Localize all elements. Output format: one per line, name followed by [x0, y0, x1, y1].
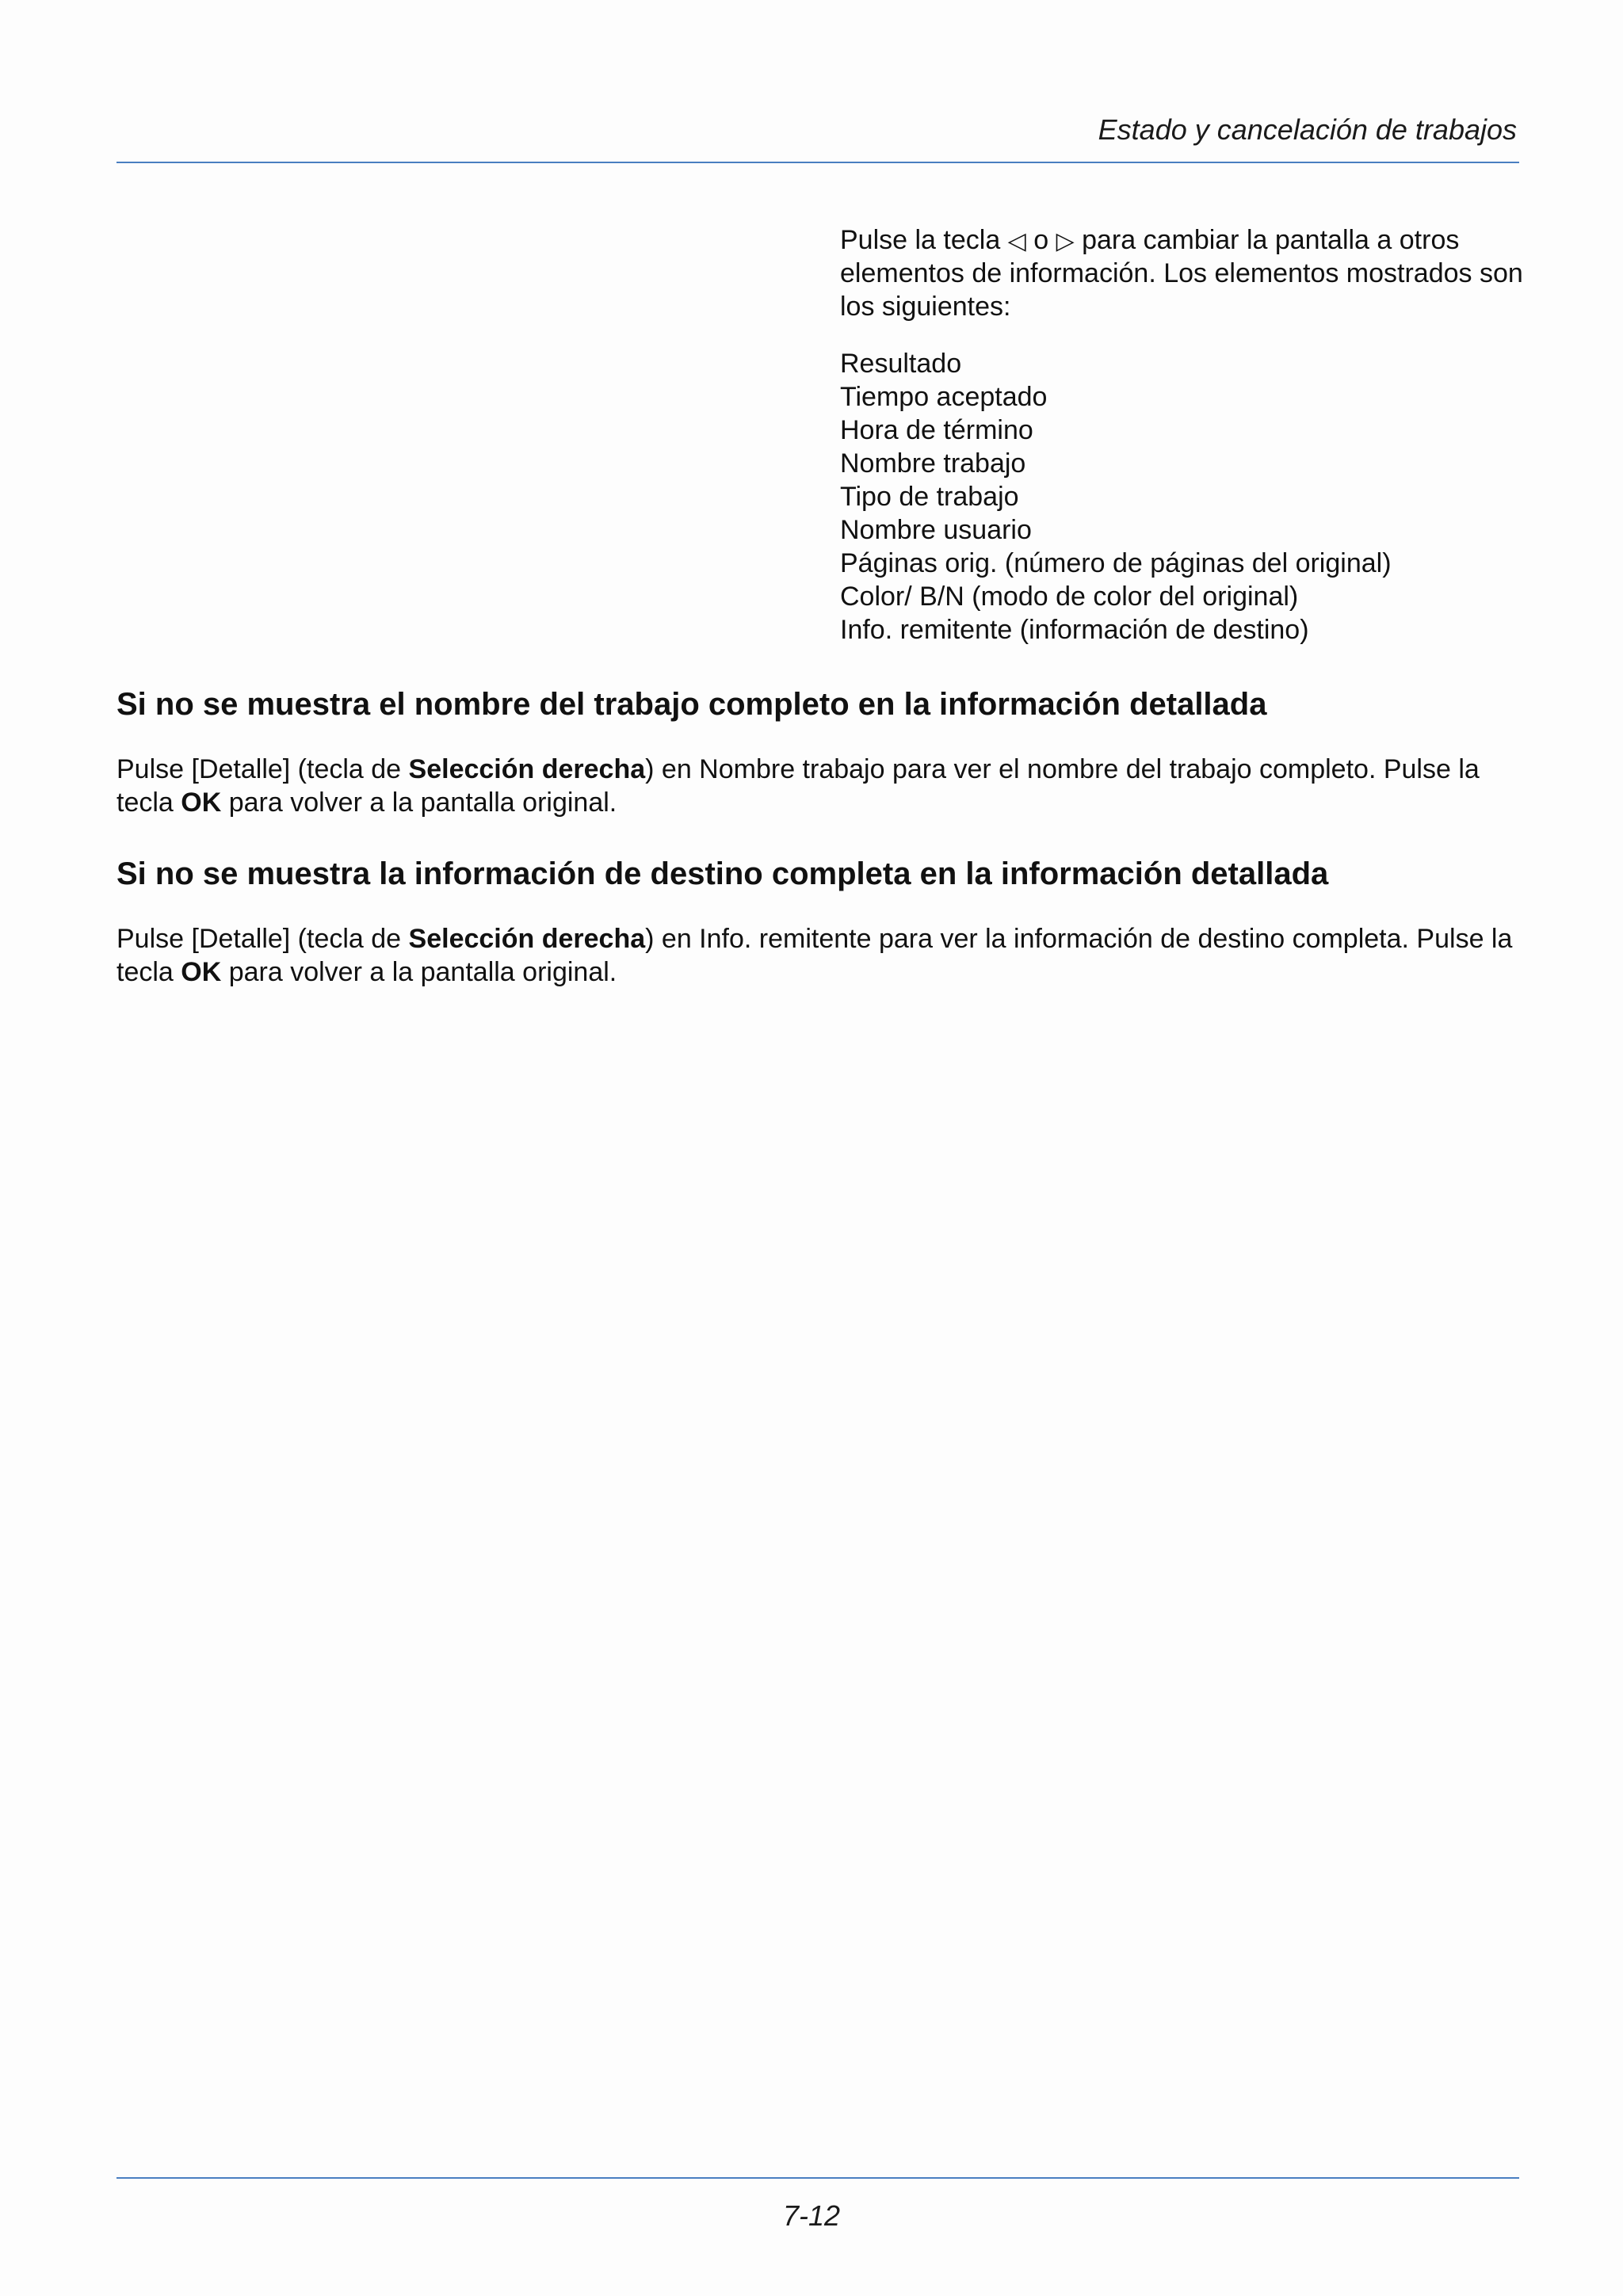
list-item: Hora de término: [840, 415, 1033, 445]
intro-text-end: para cambiar la pantalla a otros elementos de información. Los elementos mostrados son los siguientes:: [840, 225, 1523, 322]
intro-paragraph: [840, 223, 1529, 323]
list-item: Páginas orig. (número de páginas del original): [840, 548, 1392, 578]
section-heading-job-name: Si no se muestra el nombre del trabajo completo en la información detallada: [116, 687, 1267, 722]
right-triangle-icon: ▷: [1056, 228, 1075, 254]
info-items-list: [840, 347, 1529, 646]
page-header-title: Estado y cancelación de trabajos: [1098, 113, 1517, 146]
left-triangle-icon: ◁: [1007, 228, 1026, 254]
list-item: Tipo de trabajo: [840, 482, 1019, 512]
body-text: para volver a la pantalla original.: [221, 957, 617, 987]
list-item: Tiempo aceptado: [840, 382, 1048, 412]
list-item: Resultado: [840, 349, 962, 379]
bold-key-name: OK: [181, 788, 222, 818]
list-item: Info. remitente (información de destino): [840, 615, 1309, 645]
body-text: Pulse [Detalle] (tecla de: [116, 754, 409, 784]
bold-key-name: OK: [181, 957, 222, 987]
body-text: para volver a la pantalla original.: [221, 788, 617, 818]
bold-key-name: Selección derecha: [408, 754, 646, 784]
header-rule: [116, 162, 1519, 163]
list-item: Nombre trabajo: [840, 448, 1026, 479]
bold-key-name: Selección derecha: [408, 924, 646, 954]
body-text: ) en Nombre trabajo para ver el nombre del trabajo completo. Pulse la tecla: [116, 754, 1480, 818]
page-number: 7-12: [782, 2199, 841, 2232]
info-column: [840, 223, 1529, 646]
intro-text-start: Pulse la tecla: [840, 225, 1008, 255]
section-heading-destination: Si no se muestra la información de destino completa en la información detallada: [116, 856, 1329, 891]
list-item: Nombre usuario: [840, 515, 1032, 545]
footer-rule: [116, 2177, 1519, 2179]
intro-text-middle: o: [1025, 225, 1056, 255]
list-item: Color/ B/N (modo de color del original): [840, 582, 1299, 612]
body-text: Pulse [Detalle] (tecla de: [116, 924, 409, 954]
body-text: ) en Info. remitente para ver la información de destino completa. Pulse la tecla: [116, 924, 1513, 987]
section-body-job-name: [116, 753, 1527, 819]
section-body-destination: [116, 922, 1527, 989]
